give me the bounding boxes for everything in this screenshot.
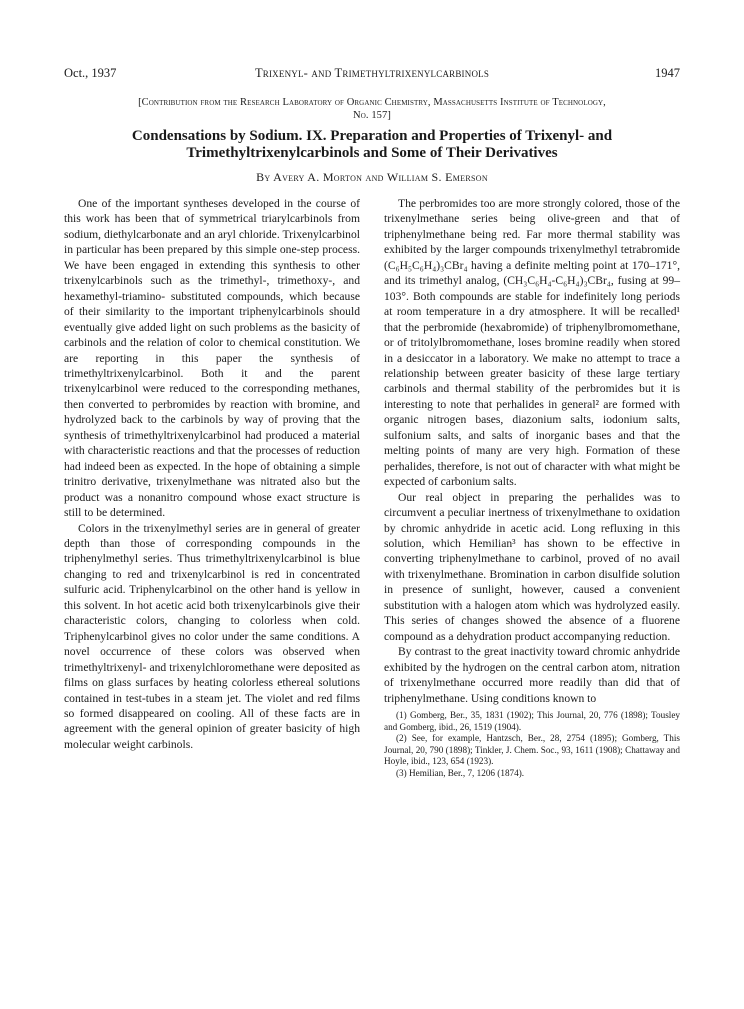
contribution-line-2: No. 157] [353, 110, 391, 121]
paragraph: Colors in the trixenylmethyl series are in general of greater depth than those of corresponding compounds in the triphenylmethyl series. Thus trimethyltrixenylcarbinol is blue changing to red and trixenylcarbinol is red in concentrated sulfuric acid. Triphenylcarbinol on the other hand is yellow in this solvent. In hot acetic acid both trixenylcarbinols give their characteristic colors, changing to colorless when cold. Triphenylcarbinol gives no color under the same conditions. A novel occurrence of these colors was observed when trimethyltrixenyl- and trixenylchloromethane were deposited as films on glass surfaces by heating colorless ethereal solutions contained in test-tubes in a steam jet. The violet and red films so formed disappeared on cooling. All of these facts are in agreement with the general opinion of greater basicity of high molecular weight carbinols. [64, 521, 360, 751]
right-column [384, 196, 680, 780]
paragraph: Our real object in preparing the perhalides was to circumvent a peculiar inertness of trixenylmethane to oxidation by chromic anhydride in acetic acid. Long refluxing in this solution, which Hemilian³ has shown to be effective in converting triphenylmethane to carbinol, proved of no avail with trixenylmethane. Bromination in carbon disulfide solution in presence of sunlight, however, caused a convenient substitution with a halogen atom which was hydrolyzed easily. This series of changes showed the absence of a fluorene compound as a dehydration product accompanying reduction. [384, 490, 680, 643]
footnote: (2) See, for example, Hantzsch, Ber., 28, 2754 (1895); Gomberg, This Journal, 20, 790 (1898); Tinkler, J. Chem. Soc., 93, 1611 (1908); Chattaway and Hoyle, ibid., 123, 654 (1923). [384, 733, 680, 767]
contribution-note [64, 96, 680, 122]
paragraph: One of the important syntheses developed in the course of this work has been that of symmetrical triarylcarbinols from sodium, diethylcarbonate and an aryl chloride. Trixenylcarbinol in particular has been prepared by this simple one-step process. We have been engaged in extending this synthesis to other trixenylcarbinols such as the trimethyl-, trimethoxy-, and hexamethyl-triamino- substituted compounds, which because of their similarity to the important triphenylcarbinols should eventually give added light on such problems as the basicity of carbinols and the relation of color to chemical constitution. We are reporting in this paper the synthesis of trimethyltrixenylcarbinol. Both it and the parent trixenylcarbinol were reduced to the corresponding methanes, then converted to perbromides by reaction with bromine, and hydrolyzed back to the carbinols by way of proving that the synthesis of trimethyltrixenylcarbinol had produced a material with characteristic reactions and that the processes of reduction had indeed been as expected. In the hope of obtaining a simple trinitro derivative, trixenylmethane was nitrated also but the product was a nonanitro compound whose exact structure is still to be determined. [64, 197, 360, 520]
article-title [64, 128, 680, 162]
running-header [64, 66, 680, 82]
contribution-line-1: [Contribution from the Research Laboratory of Organic Chemistry, Massachusetts Institute of Technology, [138, 97, 606, 108]
title-line-1: Condensations by Sodium. IX. Preparation and Properties of Trixenyl- and [131, 128, 613, 144]
footnote: (1) Gomberg, Ber., 35, 1831 (1902); This Journal, 20, 776 (1898); Tousley and Gomberg, ibid., 26, 1519 (1904). [384, 709, 680, 732]
footnotes [384, 710, 680, 780]
paragraph: The perbromides too are more strongly colored, those of the trixenylmethane series being olive-green and that of triphenylmethane being red. Far more thermal stability was exhibited by the larger compounds trixenylmethyl tetrabromide (C₆H₅C₆H₄)₃CBr₄ having a definite melting point at 170–171°, and its trimethyl analog, (CH₃C₆H₄-C₆H₄)₃CBr₄, fusing at 99–103°. Both compounds are stable for indefinitely long periods at room temperature in a dry atmosphere. It will be recalled¹ that the perbromide (hexabromide) of triphenylbromomethane, or of tritolylbromomethane, loses bromine readily when stored in a desiccator in a laboratory. We make no attempt to trace a relationship between greater basicity of these large tertiary carbinols and thermal stability of the perbromides but it is interesting to note that perhalides in general² are formed with organic nitrogen bases, diazonium salts, iodonium salts, sulfonium salts, and salts of inorganic bases and that the melting points of many are very high. Formation of these perhalides, therefore, is not out of character with what might be expected of carbonium salts. [384, 197, 680, 489]
paragraph: By contrast to the great inactivity toward chromic anhydride exhibited by the hydrogen on the central carbon atom, nitration of trixenylmethane occurred more readily than did that of triphenylmethane. Using conditions known to [384, 645, 680, 705]
left-column [64, 196, 360, 752]
title-line-2: Trimethyltrixenylcarbinols and Some of Their Derivatives [186, 145, 558, 161]
footnote: (3) Hemilian, Ber., 7, 1206 (1874). [396, 767, 525, 778]
byline: By Avery A. Morton and William S. Emerson [256, 170, 488, 184]
header-date: Oct., 1937 [64, 66, 117, 80]
header-page-number: 1947 [655, 66, 680, 80]
header-running-title: Trixenyl- and Trimethyltrixenylcarbinols [254, 66, 490, 80]
